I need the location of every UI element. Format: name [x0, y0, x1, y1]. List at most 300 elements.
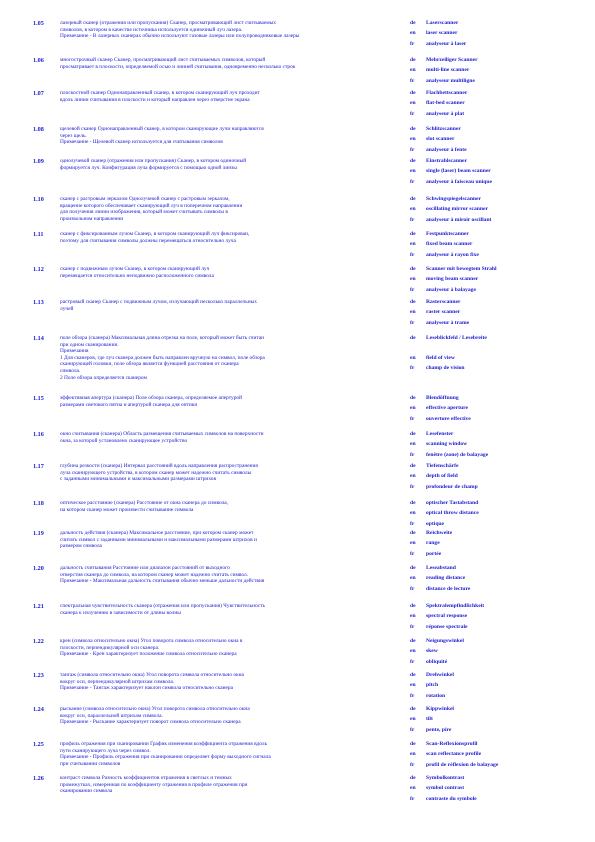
translated-term: analyseur à balayage [426, 286, 476, 293]
definition-line: окна, за которой установлено сканирующее устройство [60, 437, 188, 444]
translated-term: single (laser) beam scanner [426, 168, 491, 175]
definition-line: через щель. [60, 132, 87, 139]
entry-definition [60, 158, 405, 171]
translated-term: Schwingspiegelscanner [426, 196, 482, 202]
definition-line: размером символа [60, 543, 102, 550]
definition-line: Примечание - Профиль отражения при сканировании определяет форму выходного сигнала [60, 754, 271, 761]
entry-translations [410, 775, 590, 806]
definition-line: произвольном направлении [60, 215, 124, 222]
translation-row [410, 320, 590, 330]
translated-term: Kippwinkel [426, 706, 454, 712]
language-code: de [410, 500, 416, 506]
entry-number: 1.12 [33, 266, 44, 273]
entry-definition [60, 431, 405, 444]
translated-term: tilt [426, 716, 433, 723]
definition-line: лазерный сканер (отражения или пропускания) Сканер, просматривающий лист считываемых [60, 20, 276, 26]
entry-definition [60, 395, 405, 408]
entry-translations [410, 672, 590, 703]
translation-row [410, 276, 590, 286]
language-code: en [410, 168, 416, 175]
translated-term: fixed beam scanner [426, 241, 473, 248]
language-code: fr [410, 550, 415, 557]
entry-number: 1.05 [33, 20, 44, 27]
entry-translations [410, 196, 590, 227]
translation-row [410, 484, 590, 494]
entry-translations [410, 530, 590, 561]
translation-row [410, 335, 590, 345]
entry-definition [60, 335, 405, 381]
translation-row [410, 78, 590, 88]
translation-row [410, 727, 590, 737]
definition-line: поле обзора (сканера) Максимальная длина отрезка на поле, который может быть считан [60, 335, 265, 341]
translated-term: Leseabstand [426, 565, 456, 571]
entry-number: 1.07 [33, 90, 44, 97]
translation-row [410, 672, 590, 682]
entry-translations [410, 231, 590, 262]
translated-term: Mehrzeiliger Scanner [426, 57, 478, 63]
definition-line: сканер с растровым зеркалом Однолучевой сканер с растровым зеркалом, [60, 196, 230, 202]
language-code: en [410, 716, 416, 723]
entry-number: 1.23 [33, 672, 44, 679]
entry-translations [410, 500, 590, 531]
translation-row [410, 241, 590, 251]
translation-row [410, 299, 590, 309]
definition-line: тангаж (символа относительно окна) Угол поворота символа относительно окна [60, 672, 244, 678]
definition-line: отверстия сканера до символа, на котором сканер может надежно считать символ. [60, 571, 249, 578]
entry-number: 1.09 [33, 158, 44, 165]
language-code: en [410, 785, 416, 792]
translation-row [410, 452, 590, 462]
entry-number: 1.24 [33, 706, 44, 713]
definition-line: вокруг оси, параллельной штрихам символа. [60, 712, 163, 719]
translated-term: analyseur à rayon fixe [426, 251, 479, 258]
translation-row [410, 648, 590, 658]
translated-term: Leseblickfeld / Lesebreite [426, 335, 487, 341]
translated-term: contraste du symbole [426, 795, 477, 802]
definition-line: символа. [60, 367, 81, 374]
translation-row [410, 365, 590, 375]
definition-line: эффективная апертура (сканера) Поле обзора сканера, определяемое апертурой [60, 395, 243, 401]
translated-term: Flachbettscanner [426, 90, 468, 96]
entry-translations [410, 431, 590, 462]
entry-number: 1.14 [33, 335, 44, 342]
translation-row [410, 309, 590, 319]
language-code: de [410, 126, 416, 132]
entry-translations [410, 463, 590, 494]
translated-term: multi-line scanner [426, 67, 470, 74]
language-code: en [410, 100, 416, 107]
translation-row [410, 775, 590, 785]
entry-number: 1.15 [33, 395, 44, 402]
language-code: fr [410, 77, 415, 84]
language-code: en [410, 206, 416, 213]
language-code: de [410, 266, 416, 272]
translated-term: rotation [426, 692, 446, 699]
definition-line: рыскание (символа относительно окна) Угол поворота символа относительно окна [60, 706, 250, 712]
entry-definition [60, 565, 405, 585]
language-code: fr [410, 451, 415, 458]
entry-translations [410, 126, 590, 157]
language-code: de [410, 638, 416, 644]
definition-line: плоскости, перпендикулярной оси сканера. [60, 644, 160, 651]
definition-line: при одном сканировании. [60, 341, 119, 348]
language-code: de [410, 530, 416, 536]
entry-number: 1.06 [33, 57, 44, 64]
definition-line: контраст символа Разность коэффициентов отражения в светлых и темных [60, 775, 232, 781]
translated-term: distance de lecture [426, 585, 471, 592]
language-code: fr [410, 761, 415, 768]
language-code: fr [410, 483, 415, 490]
definition-line: пути сканирующего луча через символ. [60, 747, 151, 754]
language-code: de [410, 231, 416, 237]
translated-term: optique [426, 520, 445, 527]
language-code: de [410, 90, 416, 96]
language-code: en [410, 613, 416, 620]
definition-line: спектральная чувствительность сканера (отражения или пропускания) Чувствительность [60, 603, 265, 609]
language-code: en [410, 441, 416, 448]
language-code: de [410, 395, 416, 401]
entry-definition [60, 775, 405, 795]
translated-term: raster scanner [426, 309, 461, 316]
entry-definition [60, 672, 405, 692]
translation-row [410, 395, 590, 405]
language-code: fr [410, 415, 415, 422]
translation-row [410, 510, 590, 520]
language-code: de [410, 431, 416, 437]
translation-row [410, 405, 590, 415]
language-code: fr [410, 146, 415, 153]
translation-row [410, 100, 590, 110]
translated-term: profondeur de champ [426, 483, 478, 490]
translation-row [410, 168, 590, 178]
translated-term: reading distance [426, 575, 466, 582]
entry-translations [410, 335, 590, 376]
definition-line: Примечания [60, 348, 89, 355]
entry-definition [60, 266, 405, 279]
language-code: fr [410, 585, 415, 592]
translated-term: Einstrahlscanner [426, 158, 468, 164]
definition-line: окно считывания (сканера) Область размещения считываемых символов на поверхности [60, 431, 264, 437]
entry-number: 1.17 [33, 463, 44, 470]
language-code: de [410, 299, 416, 305]
entry-translations [410, 638, 590, 669]
definition-line: просматривает в плоскости, определяемой осью и линией считывания, одновременно несколько строк [60, 63, 296, 70]
language-code: fr [410, 692, 415, 699]
translation-row [410, 575, 590, 585]
translated-term: optical throw distance [426, 510, 479, 517]
translation-row [410, 90, 590, 100]
definition-line: луча сканирующего устройства, в котором сканер может надежно считать символы [60, 469, 252, 476]
translation-row [410, 638, 590, 648]
definition-line: щелевой сканер Однонаправленный сканер, в котором сканирующие лучи направляются [60, 126, 264, 132]
translation-row [410, 136, 590, 146]
translation-row [410, 345, 590, 365]
translated-term: champ de vision [426, 365, 465, 372]
language-code: fr [410, 40, 415, 47]
entry-definition [60, 603, 405, 616]
entry-definition [60, 231, 405, 244]
translation-row [410, 431, 590, 441]
translation-row [410, 441, 590, 451]
translated-term: Scanner mit bewegtem Strahl [426, 266, 497, 272]
definition-line: крен (символа относительно окна) Угол поворота символа относительно окна в [60, 638, 243, 644]
language-code: de [410, 741, 416, 747]
language-code: de [410, 463, 416, 469]
entry-definition [60, 299, 405, 312]
translated-term: depth of field [426, 473, 458, 480]
definition-line: с заданными минимальными и максимальными размерами штрихов [60, 476, 217, 483]
translated-term: analyseur à miroir oscillant [426, 216, 492, 223]
definition-line: 2 Поле обзора определяется сканером [60, 374, 147, 381]
translated-term: Symbolkontrast [426, 775, 465, 781]
definition-line: вокруг оси, перпендикулярной штрихам символа. [60, 678, 175, 685]
language-code: fr [410, 110, 415, 117]
translation-row [410, 530, 590, 540]
language-code: fr [410, 658, 415, 665]
translated-term: skew [426, 648, 438, 655]
translated-term: oscillating mirror scanner [426, 206, 488, 213]
definition-line: Примечание - Максимальная дальность считывания обычно меньше дальности действия [60, 578, 265, 585]
language-code: fr [410, 216, 415, 223]
entry-definition [60, 530, 405, 550]
language-code: en [410, 682, 416, 689]
translated-term: ouverture effective [426, 415, 471, 422]
translated-term: Reichweite [426, 530, 453, 536]
translation-row [410, 540, 590, 550]
entry-definition [60, 20, 405, 40]
language-code: en [410, 309, 416, 316]
translation-row [410, 41, 590, 51]
translated-term: portée [426, 550, 442, 557]
translated-term: analyseur à fente [426, 146, 467, 153]
entry-definition [60, 196, 405, 222]
translation-row [410, 217, 590, 227]
translation-row [410, 126, 590, 136]
language-code: de [410, 20, 416, 26]
entry-definition [60, 90, 405, 103]
translated-term: Spektralempfindlichkeit [426, 603, 485, 609]
definition-line: вращение которого обеспечивает сканирующий луч в поперечном направлении [60, 202, 243, 209]
translation-row [410, 716, 590, 726]
definition-line: сканер с фиксированным лучом Сканер, в котором сканирующий луч фиксирован, [60, 231, 250, 237]
definition-line: дальность считывания Расстояние или диапазон расстояний от выходного [60, 565, 230, 571]
definition-line: сканера к излучению в зависимости от длины волны [60, 609, 181, 616]
translated-term: flat-bed scanner [426, 100, 465, 107]
translated-term: scan reflectance profile [426, 751, 482, 758]
language-code: de [410, 603, 416, 609]
translation-row [410, 147, 590, 157]
entry-translations [410, 741, 590, 772]
entry-definition [60, 638, 405, 658]
language-code: fr [410, 623, 415, 630]
translation-row [410, 693, 590, 703]
translation-row [410, 659, 590, 669]
translated-term: slot scanner [426, 136, 455, 143]
translation-row [410, 111, 590, 121]
language-code: fr [410, 319, 415, 326]
translated-term: pente, pire [426, 726, 452, 733]
definition-line: размерами светового пятна и апертурой сканера для оптики [60, 401, 198, 408]
entry-number: 1.18 [33, 500, 44, 507]
translated-term: Scan-Reflexionsprofil [426, 741, 478, 747]
translated-term: profil de réflexion de balayage [426, 761, 499, 768]
entry-number: 1.20 [33, 565, 44, 572]
definition-line: вдоль линии считывания в плоскости и который направлен через отверстие экрана [60, 96, 250, 103]
translated-term: analyseur à trame [426, 319, 470, 326]
translated-term: analyseur à laser [426, 40, 467, 47]
translated-term: obliquité [426, 658, 448, 665]
translation-row [410, 762, 590, 772]
language-code: en [410, 510, 416, 517]
language-code: en [410, 405, 416, 412]
language-code: de [410, 335, 416, 341]
translation-row [410, 796, 590, 806]
translated-term: Blendöffnung [426, 395, 459, 401]
translation-row [410, 67, 590, 77]
translation-row [410, 785, 590, 795]
language-code: en [410, 648, 416, 655]
definition-line: однолучевой сканер (отражения или пропускания) Сканер, в котором одиночный [60, 158, 247, 164]
definition-line: плоскостной сканер Однонаправленный сканер, в котором сканирующий луч проходит [60, 90, 260, 96]
definition-line: формируется луч. Конфигурация луча формируется с помощью одной линзы [60, 164, 237, 171]
language-code: en [410, 575, 416, 582]
translated-term: réponse spectrale [426, 623, 468, 630]
definition-line: перемещается относительно неподвижно расположенного символа [60, 272, 214, 279]
translation-row [410, 20, 590, 30]
translation-row [410, 500, 590, 510]
definition-line: глубина резкости (сканера) Интервал расстояний вдоль направления распространения [60, 463, 258, 469]
translation-row [410, 551, 590, 561]
translation-row [410, 682, 590, 692]
entry-translations [410, 706, 590, 737]
translated-term: field of view [426, 355, 455, 362]
language-code: de [410, 565, 416, 571]
entry-definition [60, 57, 405, 70]
translation-row [410, 252, 590, 262]
language-code: de [410, 158, 416, 164]
translation-row [410, 624, 590, 634]
definition-line: лучей [60, 305, 74, 312]
translation-row [410, 57, 590, 67]
translated-term: optischer Tastabstand [426, 500, 479, 506]
entry-number: 1.11 [33, 231, 44, 238]
translation-row [410, 196, 590, 206]
entry-translations [410, 395, 590, 426]
language-code: en [410, 473, 416, 480]
translated-term: Neigungswinkel [426, 638, 464, 644]
entry-translations [410, 603, 590, 634]
entry-number: 1.16 [33, 431, 44, 438]
translation-row [410, 158, 590, 168]
language-code: fr [410, 251, 415, 258]
translated-term: Schlitzscanner [426, 126, 461, 132]
definition-line: 1 Для сканеров, где луч сканера должен быть направлен вручную на символ, поле обзора [60, 354, 265, 361]
translation-row [410, 287, 590, 297]
entry-definition [60, 500, 405, 513]
definition-line: Примечание - Щелевой сканер используется для считывания символов [60, 139, 223, 146]
translated-term: Rasterscanner [426, 299, 461, 305]
definition-line: сканер с подвижным лучом Сканер, в котором сканирующий луч [60, 266, 210, 272]
translated-term: Tiefenschärfe [426, 463, 459, 469]
definition-line: считать символ с заданными минимальными и максимальными размерами штрихов и [60, 536, 257, 543]
entry-translations [410, 20, 590, 51]
entry-number: 1.26 [33, 775, 44, 782]
translated-term: effective aperture [426, 405, 468, 412]
translated-term: Laserscanner [426, 20, 459, 26]
language-code: fr [410, 365, 415, 372]
entry-definition [60, 706, 405, 726]
entry-definition [60, 741, 405, 767]
definition-line: Примечание - Тангаж характеризует наклон символа относительно сканера [60, 685, 233, 692]
language-code: en [410, 30, 416, 37]
language-code: fr [410, 286, 415, 293]
translation-row [410, 613, 590, 623]
definition-line: оптическое расстояние (сканера) Расстояние от окна сканера до символа, [60, 500, 229, 506]
translation-row [410, 179, 590, 189]
language-code: en [410, 276, 416, 283]
definition-line: сканировании символа [60, 788, 113, 795]
language-code: de [410, 706, 416, 712]
language-code: en [410, 67, 416, 74]
definition-line: растровый сканер Сканер с подвижным лучом, излучающий несколько параллельных [60, 299, 257, 305]
translation-row [410, 30, 590, 40]
translated-term: pitch [426, 682, 439, 689]
entry-number: 1.08 [33, 126, 44, 133]
translated-term: Lesefenster [426, 431, 454, 437]
language-code: de [410, 775, 416, 781]
translated-term: fenêtre (zone) de balayage [426, 451, 489, 458]
definition-line: сканирующей головки, поле обзора является функцией расстояния от сканера [60, 361, 239, 368]
language-code: en [410, 136, 416, 143]
definition-line: при считывании символов [60, 760, 121, 767]
translated-term: moving beam scanner [426, 276, 479, 283]
entry-translations [410, 299, 590, 330]
translated-term: analyseur à plat [426, 110, 465, 117]
definition-line: промежутках, измеренная по коэффициенту отражения в профиле отражения при [60, 781, 248, 788]
entry-translations [410, 565, 590, 596]
entry-translations [410, 57, 590, 88]
translation-row [410, 463, 590, 473]
entry-definition [60, 126, 405, 146]
translation-row [410, 231, 590, 241]
language-code: en [410, 751, 416, 758]
entry-translations [410, 266, 590, 297]
translation-row [410, 751, 590, 761]
language-code: fr [410, 520, 415, 527]
translation-row [410, 706, 590, 716]
translation-row [410, 603, 590, 613]
entry-number: 1.10 [33, 196, 44, 203]
definition-line: многострочный сканер Сканер, просматривающий лист считываемых символов, который [60, 57, 266, 63]
translated-term: range [426, 540, 440, 547]
translation-row [410, 206, 590, 216]
translation-row [410, 565, 590, 575]
translated-term: spectral response [426, 613, 468, 620]
language-code: de [410, 672, 416, 678]
entry-number: 1.19 [33, 530, 44, 537]
entry-translations [410, 158, 590, 189]
entry-number: 1.25 [33, 741, 44, 748]
language-code: de [410, 57, 416, 63]
translated-term: laser scanner [426, 30, 458, 37]
definition-line: символов, в котором в качестве источника используется одиночный луч лазера. [60, 26, 243, 33]
definition-line: Примечание - Крен характеризует положение символа относительно сканера [60, 651, 237, 658]
entry-number: 1.22 [33, 638, 44, 645]
translated-term: Festpunktscanner [426, 231, 469, 237]
translation-row [410, 416, 590, 426]
translated-term: symbol contrast [426, 785, 465, 792]
entry-number: 1.21 [33, 603, 44, 610]
